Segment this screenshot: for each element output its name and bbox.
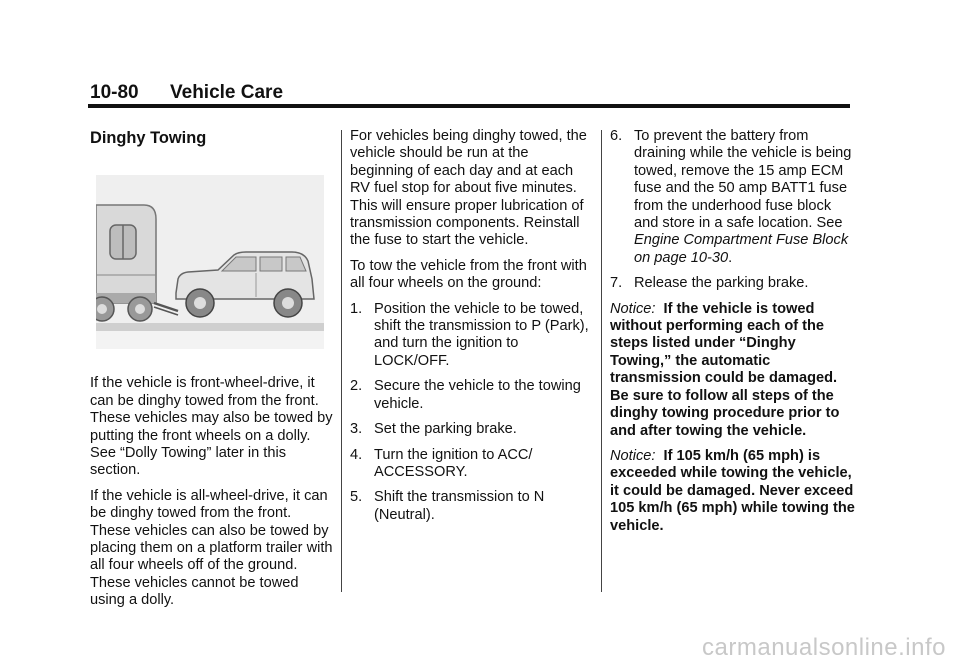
paragraph: If the vehicle is front-wheel-drive, it can be dinghy towed from the front. These vehicles may also be towed by putting the front wheels on a dolly. See “Dolly Towing” later in this section. — [90, 375, 333, 479]
list-item: 2. Secure the vehicle to the towing vehicle. — [350, 378, 581, 412]
towing-illustration — [96, 175, 324, 349]
notice-label: Notice: — [610, 447, 656, 464]
column-divider — [341, 130, 342, 592]
list-item: 6. To prevent the battery from draining while the vehicle is being towed, remove the 15 amp ECM fuse and the 50 amp BATT1 fuse from the underhood fuse block and store in a safe location. See Engine Compartment Fuse Block on page 10-30. — [610, 128, 852, 266]
column-divider — [601, 130, 602, 592]
page-header — [90, 82, 283, 104]
paragraph: For vehicles being dinghy towed, the vehicle should be run at the beginning of each day and at each RV fuel stop for about five minutes. This will ensure proper lubrication of transmission components. Reinstall the fuse to start the vehicle. — [350, 128, 587, 249]
list-item: 4. Turn the ignition to ACC/ ACCESSORY. — [350, 446, 533, 480]
rv-towing-car-image — [96, 175, 324, 349]
list-item: 7. Release the parking brake. — [610, 275, 809, 292]
notice: Notice: If 105 km/h (65 mph) is exceeded while towing the vehicle, it could be damaged. Never exceed 105 km/h (65 mph) while towing the vehicle. — [610, 447, 855, 534]
paragraph: To tow the vehicle from the front with all four wheels on the ground: — [350, 257, 587, 292]
page-number: 10-80 — [90, 82, 139, 103]
notice-label: Notice: — [610, 300, 656, 317]
list-item: 1. Position the vehicle to be towed, shift the transmission to P (Park), and turn the ignition to LOCK/OFF. — [350, 300, 589, 369]
column-2 — [350, 128, 595, 532]
heading-dinghy-towing: Dinghy Towing — [90, 129, 207, 147]
paragraph: If the vehicle is all-wheel-drive, it can be dinghy towed from the front. These vehicles can also be towed by placing them on a platform trailer with all four wheels off of the ground. These vehicles cannot be towed using a dolly. — [90, 487, 333, 609]
list-item: 5. Shift the transmission to N (Neutral). — [350, 489, 545, 523]
notice: Notice: If the vehicle is towed without performing each of the steps listed under “Dinghy Towing,” the automatic transmission could be damaged. Be sure to follow all steps of the dinghy towing procedure prior to and after towing the vehicle. — [610, 300, 840, 439]
cross-reference-link[interactable]: Engine Compartment Fuse Block on page 10-30 — [634, 232, 849, 266]
list-item: 3. Set the parking brake. — [350, 421, 517, 438]
section-title: Vehicle Care — [170, 82, 284, 103]
column-3 — [610, 128, 858, 543]
header-rule — [88, 104, 850, 108]
column-1 — [90, 128, 335, 618]
watermark: carmanualsonline.info — [702, 634, 946, 661]
